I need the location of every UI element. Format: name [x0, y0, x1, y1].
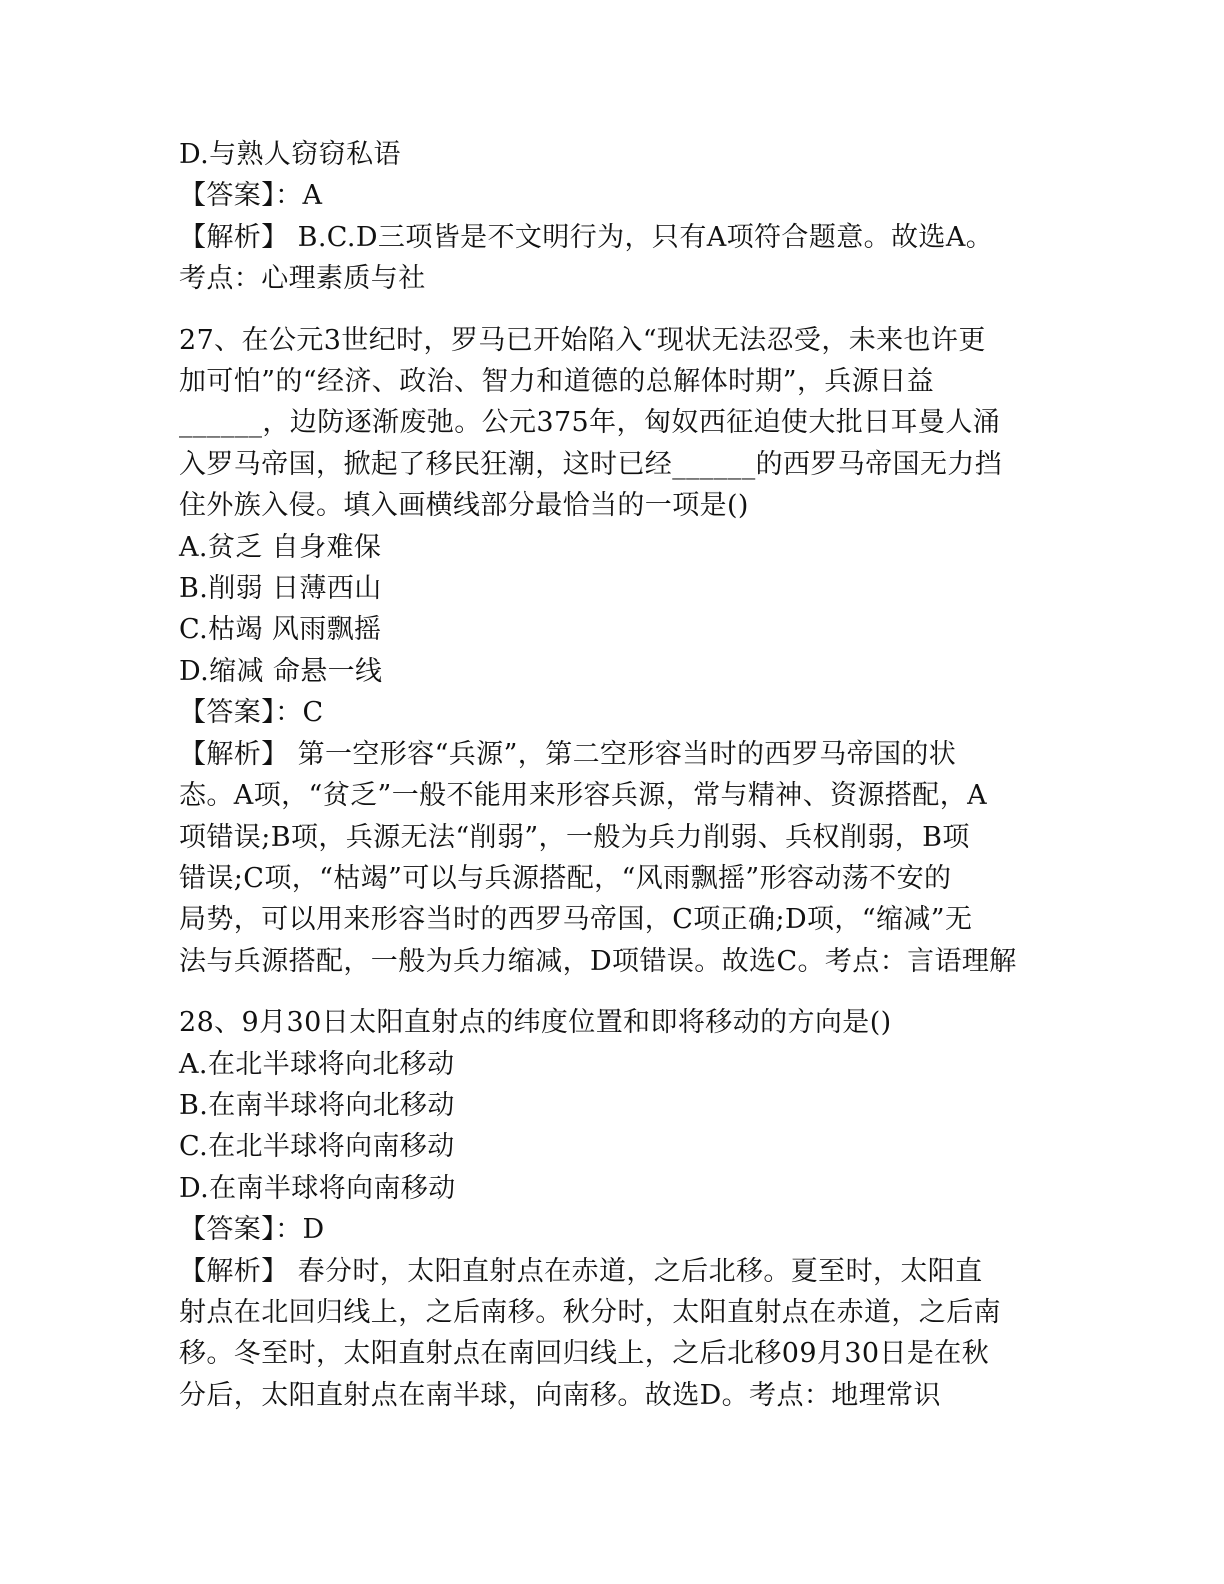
analysis-line: 射点在北回归线上，之后南移。秋分时，太阳直射点在赤道，之后南 — [179, 1296, 1001, 1328]
analysis-line: 【解析】 第一空形容“兵源”，第二空形容当时的西罗马帝国的状 — [179, 738, 957, 770]
option-c: C.在北半球将向南移动 — [179, 1131, 455, 1163]
question-stem-line: 27、在公元3世纪时，罗马已开始陷入“现状无法忍受，未来也许更 — [179, 324, 986, 356]
section-gap — [179, 300, 1039, 320]
analysis-line: 【解析】 春分时，太阳直射点在赤道，之后北移。夏至时，太阳直 — [179, 1255, 983, 1287]
section-gap — [179, 982, 1039, 1002]
option-b: B.削弱 日薄西山 — [179, 573, 382, 605]
analysis-line: 错误;C项，“枯竭”可以与兵源搭配，“风雨飘摇”形容动荡不安的 — [179, 862, 952, 894]
analysis-line: 法与兵源搭配，一般为兵力缩减，D项错误。故选C。考点：言语理解 — [179, 945, 1017, 977]
question-stem-line: 住外族入侵。填入画横线部分最恰当的一项是() — [179, 490, 749, 522]
analysis-line: 局势，可以用来形容当时的西罗马帝国，C项正确;D项，“缩减”无 — [179, 904, 973, 936]
analysis-line: 分后，太阳直射点在南半球，向南移。故选D。考点：地理常识 — [179, 1379, 941, 1411]
analysis-line: 态。A项，“贫乏”一般不能用来形容兵源，常与精神、资源搭配，A — [179, 780, 988, 812]
answer-line: 【答案】：C — [179, 697, 324, 729]
option-d: D.缩减 命悬一线 — [179, 655, 383, 687]
option-a: A.贫乏 自身难保 — [179, 531, 382, 563]
option-b: B.在南半球将向北移动 — [179, 1089, 455, 1121]
analysis-line: 考点：心理素质与社 — [179, 263, 426, 295]
option-d: D.与熟人窃窃私语 — [179, 139, 401, 170]
question-26-tail — [179, 134, 1039, 300]
question-stem-line: ______，边防逐渐废弛。公元375年，匈奴西征迫使大批日耳曼人涌 — [179, 407, 1001, 439]
option-a: A.在北半球将向北移动 — [179, 1048, 455, 1080]
question-stem-line: 28、9月30日太阳直射点的纬度位置和即将移动的方向是() — [179, 1007, 892, 1039]
question-28 — [179, 1002, 1039, 1416]
answer-line: 【答案】：D — [179, 1214, 325, 1246]
analysis-line: 项错误;B项，兵源无法“削弱”，一般为兵力削弱、兵权削弱，B项 — [179, 821, 970, 853]
option-d: D.在南半球将向南移动 — [179, 1172, 456, 1204]
answer-line: 【答案】：A — [179, 180, 323, 212]
question-stem-line: 入罗马帝国，掀起了移民狂潮，这时已经______的西罗马帝国无力挡 — [179, 448, 1003, 480]
option-c: C.枯竭 风雨飘摇 — [179, 614, 382, 646]
question-stem-line: 加可怕”的“经济、政治、智力和道德的总解体时期”，兵源日益 — [179, 366, 935, 398]
document-page — [179, 134, 1039, 1416]
question-27 — [179, 320, 1039, 983]
analysis-line: 移。冬至时，太阳直射点在南回归线上，之后北移09月30日是在秋 — [179, 1338, 990, 1370]
analysis-line: 【解析】 B.C.D三项皆是不文明行为，只有A项符合题意。故选A。 — [179, 221, 994, 253]
